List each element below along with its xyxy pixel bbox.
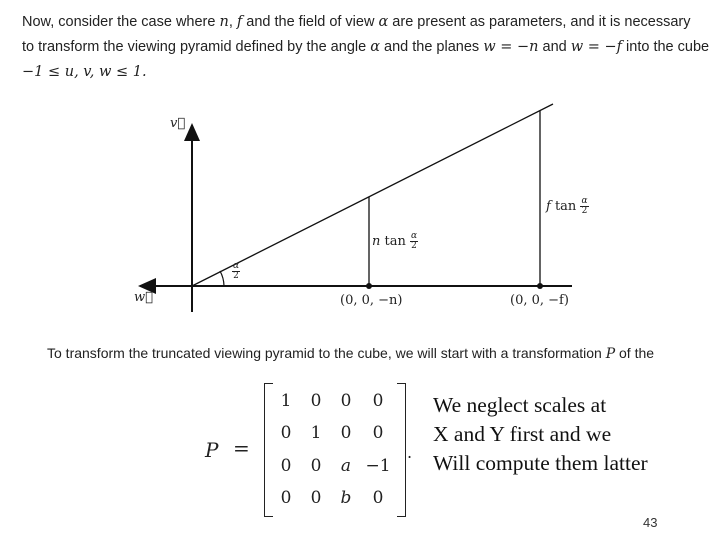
near-height-label: n tan $\frac{\alpha}{2}$ xyxy=(372,231,418,251)
matrix-cell: 1 xyxy=(310,423,322,443)
matrix-cell: 0 xyxy=(280,456,292,476)
annotation-note xyxy=(433,391,648,478)
note-line-1: We neglect scales at xyxy=(433,393,607,417)
frustum-edge xyxy=(192,104,553,286)
intro-line-1: Now, consider the case where n, f and the field of view α are present as parameters, and it is necessary xyxy=(22,14,691,30)
matrix-cell: 0 xyxy=(372,488,384,508)
note-line-3: Will compute them latter xyxy=(433,451,648,475)
matrix-cell: 0 xyxy=(372,391,384,411)
matrix-cell: 1 xyxy=(280,391,292,411)
matrix-cell: 0 xyxy=(310,391,322,411)
matrix-name: P xyxy=(205,438,219,462)
matrix-cell: 0 xyxy=(372,423,384,443)
matrix-cell: 0 xyxy=(310,488,322,508)
v-axis-label: v⃗ xyxy=(170,116,186,131)
matrix-cell: −1 xyxy=(365,456,391,476)
intro-line-2: to transform the viewing pyramid defined by the angle α and the planes w = −n and w = −f into the cube xyxy=(22,39,710,55)
angle-arc xyxy=(220,271,224,286)
matrix-cell: a xyxy=(340,456,352,476)
matrix-cell: b xyxy=(340,488,352,508)
right-bracket xyxy=(397,383,406,517)
w-axis-label: w⃗ xyxy=(134,290,153,305)
angle-label: $\frac{\alpha}{2}$ xyxy=(233,261,240,281)
intro-line-3: −1 ≤ u, v, w ≤ 1. xyxy=(22,64,147,80)
near-point-dot xyxy=(366,283,372,289)
note-line-2: X and Y first and we xyxy=(433,422,612,446)
matrix-cell: 0 xyxy=(280,488,292,508)
equals-sign: = xyxy=(233,436,250,460)
matrix-cell: 0 xyxy=(340,423,352,443)
far-height-label: f tan $\frac{\alpha}{2}$ xyxy=(546,196,588,216)
transform-paragraph: To transform the truncated viewing pyramid to the cube, we will start with a transformation P of the xyxy=(47,345,655,362)
matrix-period: . xyxy=(407,443,413,462)
far-point-dot xyxy=(537,283,543,289)
matrix-cell: 0 xyxy=(280,423,292,443)
page-number: 43 xyxy=(643,515,658,530)
matrix-cell: 0 xyxy=(340,391,352,411)
matrix-cell: 0 xyxy=(310,456,322,476)
near-point-label: (0, 0, −n) xyxy=(340,293,403,308)
far-point-label: (0, 0, −f) xyxy=(510,293,569,308)
